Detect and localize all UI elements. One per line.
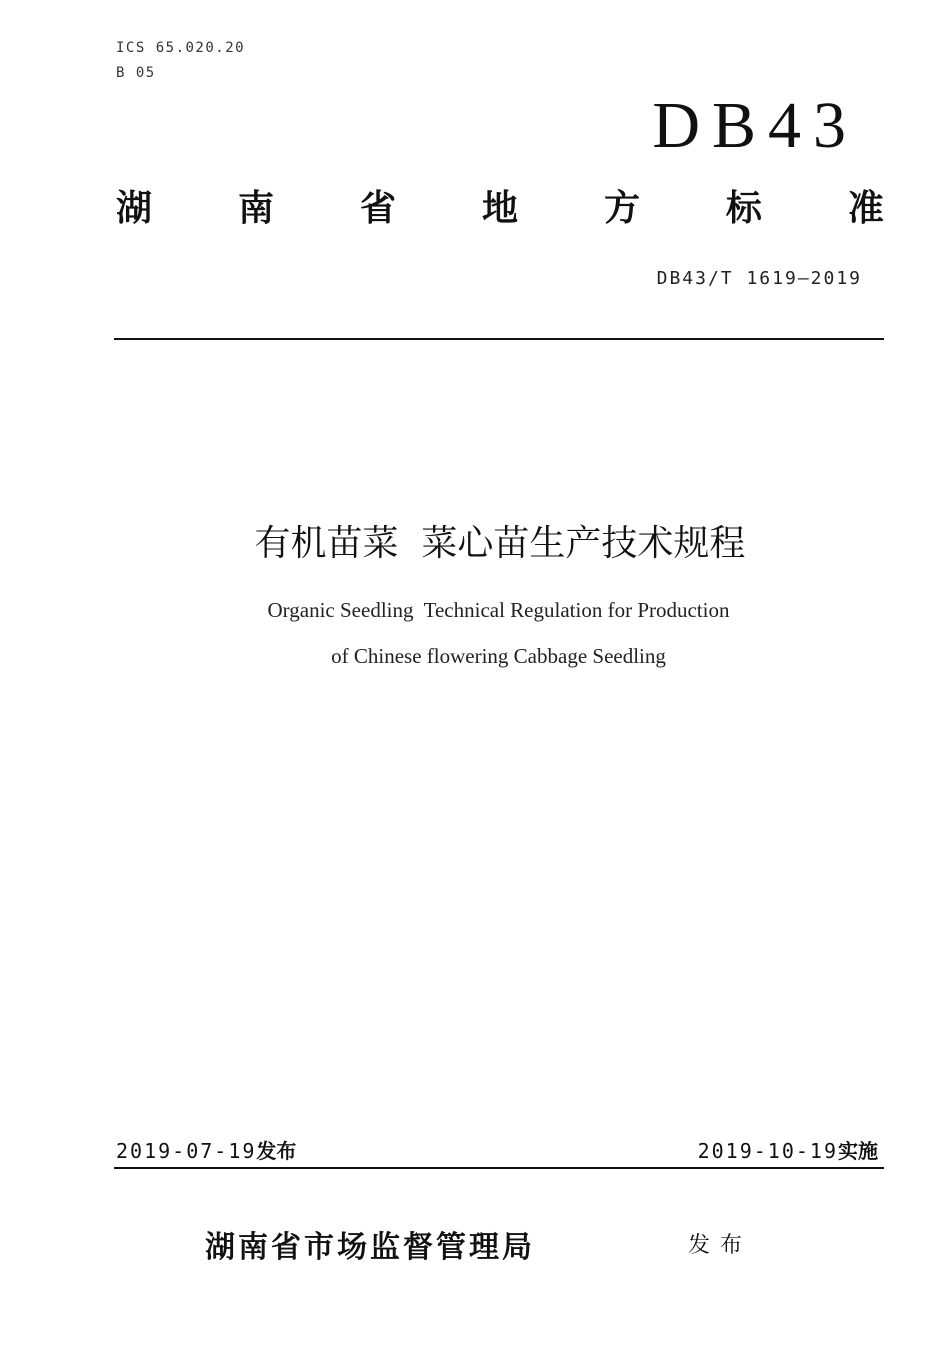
standard-category-char: 湖: [116, 188, 153, 229]
publish-label: 发布: [688, 1233, 753, 1258]
standard-category-char: 方: [603, 188, 640, 229]
english-title-line2: of Chinese flowering Cabbage Seedling: [331, 644, 666, 668]
standard-number: DB43/T 1619—2019: [656, 268, 862, 289]
ics-code: ICS 65.020.20: [116, 40, 246, 56]
ccs-code: B 05: [116, 65, 156, 81]
standard-category-char: 地: [481, 188, 518, 229]
db-code: DB43: [652, 89, 858, 162]
standard-category-title: [116, 180, 884, 231]
issue-date-value: 2019-07-19: [116, 1139, 257, 1163]
top-divider: [114, 338, 884, 340]
publisher-name: 湖南省市场监督管理局: [205, 1230, 535, 1265]
implementation-date-value: 2019-10-19: [697, 1139, 838, 1163]
issue-label: 发布: [256, 1139, 297, 1163]
standard-category-char: 省: [359, 188, 396, 229]
english-title-line1: Organic Seedling Technical Regulation for Production: [267, 598, 730, 622]
standard-category-char: 南: [237, 188, 274, 229]
issue-date: [116, 1135, 296, 1164]
implementation-date: [698, 1135, 878, 1164]
standard-category-char: 标: [725, 188, 762, 229]
bottom-divider: [114, 1167, 884, 1169]
standard-category-char: 准: [847, 188, 884, 229]
implementation-label: 实施: [838, 1139, 878, 1163]
chinese-title: 有机苗菜 菜心苗生产技术规程: [254, 523, 746, 564]
